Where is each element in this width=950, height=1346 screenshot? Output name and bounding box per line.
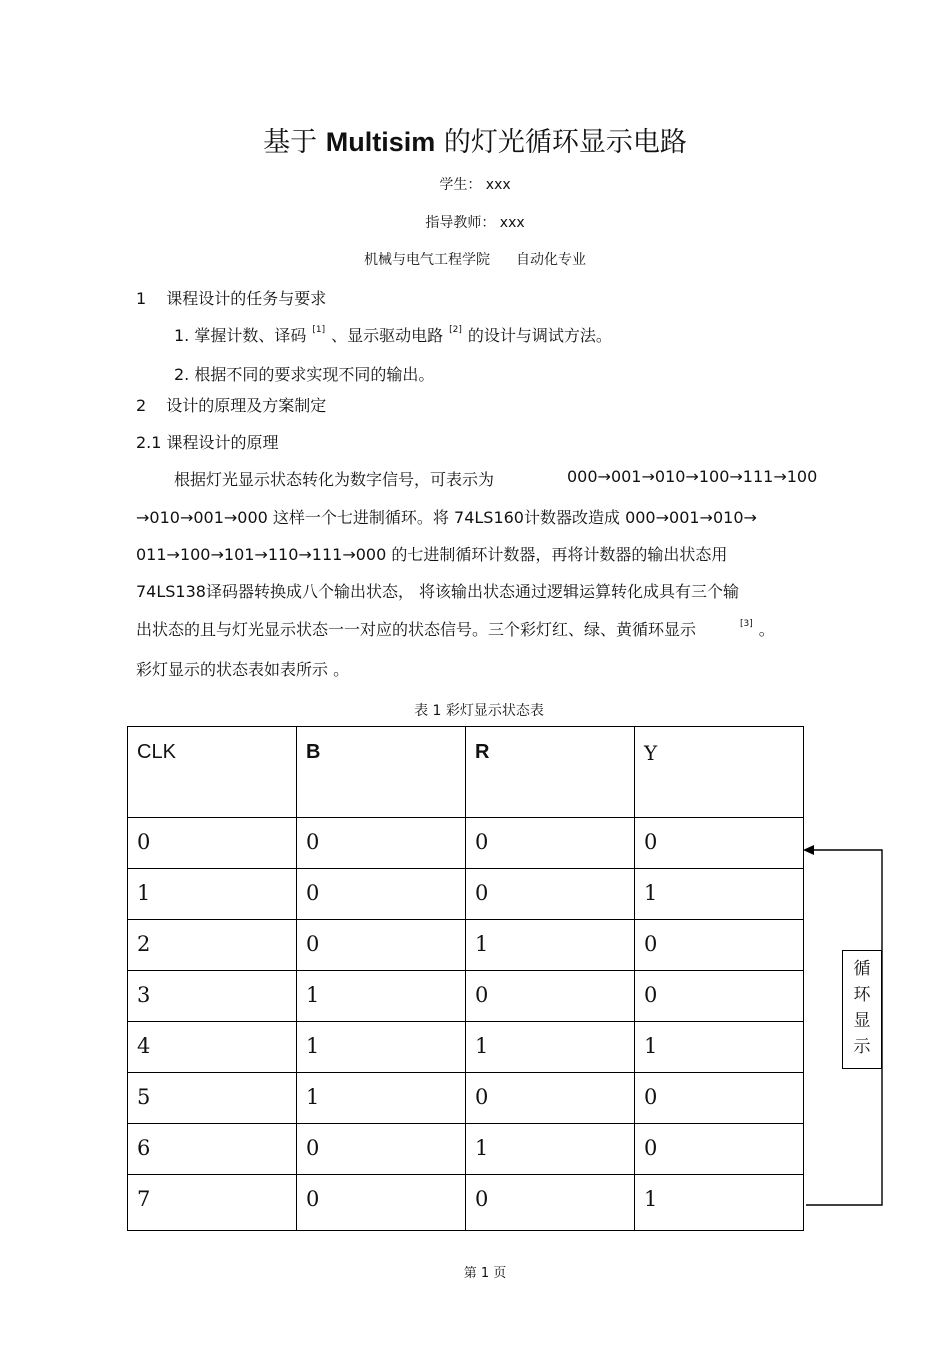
- paragraph-line-1b: 000→001→010→100→111→100: [567, 467, 818, 486]
- section-2-1-heading: 2.1 课程设计的原理: [136, 433, 279, 452]
- paragraph-line-3: 011→100→101→110→111→000 的七进制循环计数器，再将计数器的输出状态用: [136, 545, 728, 564]
- section-2-heading: 2 设计的原理及方案制定: [136, 396, 327, 415]
- table-cell: 1: [635, 1022, 804, 1073]
- paragraph-line-2: →010→001→000 这样一个七进制循环。将 74LS160计数器改造成 000→001→010→: [136, 508, 757, 527]
- table-cell: 1: [635, 869, 804, 920]
- table-cell: 0: [466, 869, 635, 920]
- header-y: Y: [635, 727, 804, 818]
- table-cell: 1: [466, 1124, 635, 1175]
- table-cell: 0: [297, 1124, 466, 1175]
- table-cell: 1: [297, 1073, 466, 1124]
- table-cell: 1: [128, 869, 297, 920]
- table-cell: 0: [128, 818, 297, 869]
- header-r: R: [466, 727, 635, 818]
- table-cell: 0: [635, 818, 804, 869]
- table-cell: 1: [297, 971, 466, 1022]
- table-cell: 0: [297, 1175, 466, 1231]
- student-line: 学生： xxx: [439, 177, 511, 193]
- section-1-heading: 1 课程设计的任务与要求: [136, 289, 327, 308]
- table-cell: 2: [128, 920, 297, 971]
- loop-display-label: 循 环 显 示: [842, 950, 882, 1069]
- table-cell: 7: [128, 1175, 297, 1231]
- paragraph-line-5: 出状态的且与灯光显示状态一一对应的状态信号。三个彩灯红、绿、黄循环显示 [3] 。: [136, 619, 775, 639]
- paragraph-line-1a: 根据灯光显示状态转化为数字信号，可表示为: [174, 470, 495, 489]
- table-cell: 0: [297, 818, 466, 869]
- document-title: 基于 Multisim 的灯光循环显示电路: [263, 127, 687, 158]
- table-cell: 0: [635, 971, 804, 1022]
- table-cell: 0: [297, 920, 466, 971]
- task-item-2: 2. 根据不同的要求实现不同的输出。: [174, 365, 435, 384]
- page-footer: 第 1 页: [463, 1266, 507, 1281]
- table-cell: 0: [466, 971, 635, 1022]
- table-cell: 1: [635, 1175, 804, 1231]
- table-cell: 1: [466, 920, 635, 971]
- table-cell: 0: [635, 920, 804, 971]
- table-cell: 4: [128, 1022, 297, 1073]
- header-clk: CLK: [128, 727, 297, 818]
- table-cell: 0: [466, 1175, 635, 1231]
- table-cell: 0: [466, 818, 635, 869]
- department-line: 机械与电气工程学院 自动化专业: [364, 252, 586, 268]
- table-cell: 0: [466, 1073, 635, 1124]
- table-cell: 5: [128, 1073, 297, 1124]
- table-cell: 0: [635, 1073, 804, 1124]
- table-cell: 1: [297, 1022, 466, 1073]
- table-cell: 1: [466, 1022, 635, 1073]
- header-b: B: [297, 727, 466, 818]
- advisor-line: 指导教师： xxx: [425, 215, 525, 231]
- paragraph-line-4: 74LS138译码器转换成八个输出状态， 将该输出状态通过逻辑运算转化成具有三个输: [136, 582, 740, 601]
- table-cell: 0: [635, 1124, 804, 1175]
- table-cell: 0: [297, 869, 466, 920]
- table-caption: 表 1 彩灯显示状态表: [414, 703, 544, 719]
- table-cell: 3: [128, 971, 297, 1022]
- task-item-1: 1. 掌握计数、译码 [1] 、显示驱动电路 [2] 的设计与调试方法。: [174, 325, 612, 345]
- table-cell: 6: [128, 1124, 297, 1175]
- loop-arrow-head: [803, 845, 814, 855]
- paragraph-line-6: 彩灯显示的状态表如表所示 。: [136, 660, 350, 679]
